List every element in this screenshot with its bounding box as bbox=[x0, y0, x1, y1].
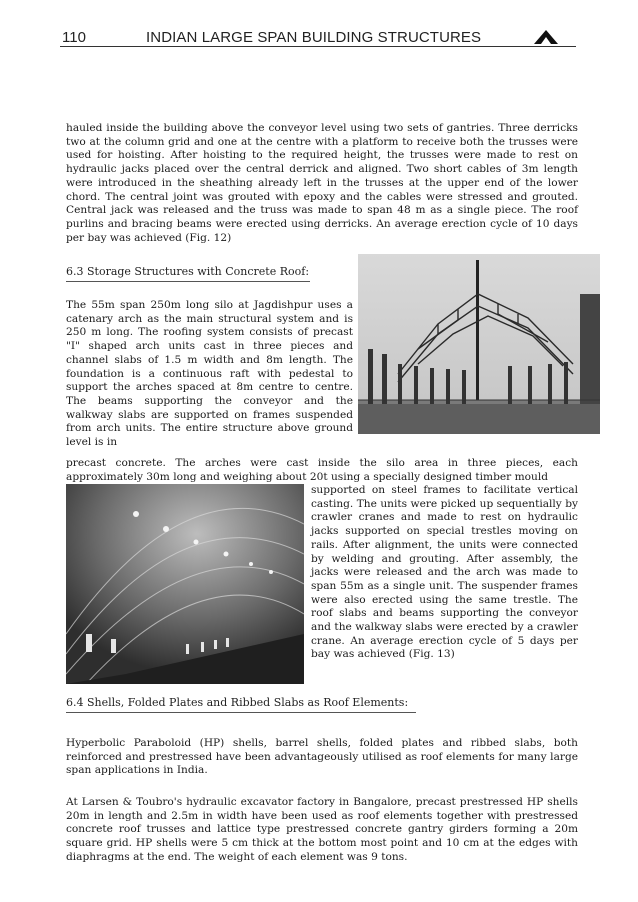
steel-truss-erection-photo bbox=[358, 254, 600, 434]
section-6-3-heading: 6.3 Storage Structures with Concrete Roof: bbox=[66, 265, 310, 278]
section-6-3-right-column: supported on steel frames to facilitate vertical casting. The units were picked up sequentially by crawler cranes and made to rest on hydraulic jacks supported on special trestles moving on rails. After alignment, the units were connected by welding and grouting. After assembly, the jacks were released and the arch was made to span 55m as a single unit. The suspender frames were also erected using the same trestle. The roof slabs and beams supporting the conveyor and the walkway slabs were erected by a crawler crane. An average erection cycle of 5 days per bay was achieved (Fig. 13) bbox=[311, 484, 578, 661]
header-rule bbox=[60, 46, 576, 47]
silo-arch-interior-photo bbox=[66, 484, 304, 684]
section-6-3-full-line: precast concrete. The arches were cast inside the silo area in three pieces, each approximately 30m long and weighing about 20t using a specially designed timber mould bbox=[66, 457, 578, 483]
page-number: 110 bbox=[62, 29, 86, 46]
figure-13-photo bbox=[66, 484, 304, 684]
section-6-4-paragraph-1: Hyperbolic Paraboloid (HP) shells, barrel shells, folded plates and ribbed slabs, both reinforced and prestressed have been advantageously utilised as roof elements for many large span applications in India. bbox=[66, 737, 578, 777]
intro-paragraph: hauled inside the building above the conveyor level using two sets of gantries. Three derricks two at the column grid and one at the centre with a platform to receive both the trusses were used for hoisting. After hoisting to the required height, the trusses were made to rest on hydraulic jacks placed over the central derrick and aligned. Two short cables of 3m length were introduced in the sheathing already left in the trusses at the upper end of the lower chord. The central joint was grouted with epoxy and the cables were stressed and grouted. Central jack was released and the truss was made to span 48 m as a single piece. The roof purlins and bracing beams were erected using derricks. An average erection cycle of 10 days per bay was achieved (Fig. 12) bbox=[66, 122, 578, 244]
section-6-4-paragraph-2: At Larsen & Toubro's hydraulic excavator factory in Bangalore, precast prestressed HP shells 20m in length and 2.5m in width have been used as roof elements together with prestressed concrete roof trusses and lattice type prestressed concrete gantry girders forming a 20m square grid. HP shells were 5 cm thick at the bottom most point and 10 cm at the edges with diaphragms at the end. The weight of each element was 9 tons. bbox=[66, 796, 578, 863]
figure-12-photo bbox=[358, 254, 600, 434]
running-title: INDIAN LARGE SPAN BUILDING STRUCTURES bbox=[146, 29, 482, 46]
publisher-logo-icon bbox=[534, 30, 558, 44]
section-6-3-left-column: The 55m span 250m long silo at Jagdishpur uses a catenary arch as the main structural system and is 250 m long. The roofing system consists of precast "I" shaped arch units cast in three pieces and channel slabs of 1.5 m width and 8m length. The foundation is a continuous raft with pedestal to support the arches spaced at 8m centre to centre. The beams supporting the conveyor and the walkway slabs are supported on frames suspended from arch units. The entire structure above ground level is in bbox=[66, 299, 353, 449]
heading-underline bbox=[66, 281, 310, 282]
heading-underline bbox=[66, 712, 416, 713]
section-6-4-heading: 6.4 Shells, Folded Plates and Ribbed Slabs as Roof Elements: bbox=[66, 696, 409, 709]
